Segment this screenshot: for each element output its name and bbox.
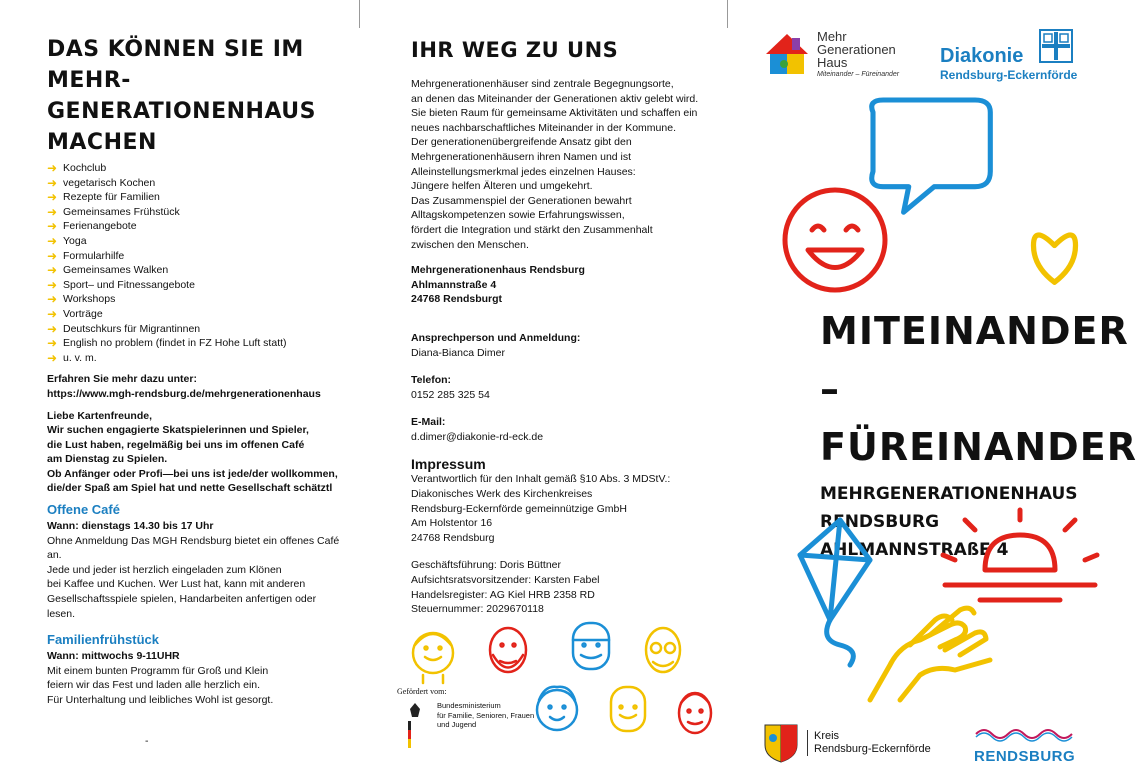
impressum-line: Verantwortlich für den Inhalt gemäß §10 Abs. 3 MDStV.: — [411, 473, 671, 486]
activity-item — [47, 161, 347, 176]
skat-text-line: die/der Spaß am Spiel hat und nette Gesellschaft schätztl — [47, 482, 333, 495]
activity-item — [47, 336, 347, 351]
ministry-line: und Jugend — [437, 720, 477, 729]
diakonie-name: Diakonie — [940, 45, 1024, 67]
mgh-logo-tag: Miteinander – Füreinander — [817, 71, 900, 78]
german-eagle-icon — [405, 701, 425, 749]
impressum-line: Rendsburg-Eckernförde gemeinnützige GmbH — [411, 502, 627, 515]
activity-item — [47, 176, 347, 191]
rendsburg-wave-icon — [974, 726, 1079, 742]
activity-label: Sport– und Fitnessangebote — [63, 278, 195, 291]
mgh-logo — [762, 30, 899, 80]
illustrations-top — [760, 90, 1100, 310]
impressum-text — [411, 472, 721, 545]
face-girl-icon — [413, 633, 453, 683]
cafe-text-line: bei Kaffee und Kuchen. Wer Lust hat, kann mit anderen — [47, 578, 306, 591]
mgh-logo-line: Haus — [817, 55, 848, 70]
activity-label: Vorträge — [63, 307, 103, 320]
company-line: Geschäftsführung: Doris Büttner — [411, 559, 561, 572]
face-glasses-icon — [646, 628, 680, 672]
arrow-icon: ➜ — [47, 161, 58, 175]
fruh-heading: Familienfrühstück — [47, 632, 159, 648]
arrow-icon: ➜ — [47, 190, 58, 205]
kreis-line-1: Kreis — [814, 730, 840, 742]
title-line-2: FÜREINANDER — [820, 425, 1137, 469]
activity-label: u. v. m. — [63, 351, 97, 364]
fold-mark-left — [359, 0, 360, 28]
intro-line: fördert die Integration und stärkt den Zusammenhalt — [411, 223, 653, 236]
activity-item — [47, 322, 347, 337]
intro-line: an denen das Miteinander der Generationen aktiv gelebt wird. — [411, 92, 699, 105]
skat-text — [47, 423, 347, 496]
title-line-1: MITEINANDER – — [820, 309, 1129, 411]
skat-text-line: Wir suchen engagierte Skatspielerinnen und Spieler, — [47, 424, 309, 437]
arrow-icon: ➜ — [47, 321, 58, 336]
intro-line: Alltagskompetenzen sowie Erfahrungswissen, — [411, 209, 625, 222]
diakonie-sub: Rendsburg-Eckernförde — [940, 68, 1078, 82]
activity-label: vegetarisch Kochen — [63, 176, 156, 189]
phone-number[interactable]: 0152 285 325 54 — [411, 388, 490, 401]
intro-line: zwischen den Menschen. — [411, 238, 529, 251]
ministry-text — [437, 701, 534, 730]
activity-label: Kochclub — [63, 162, 107, 174]
face-beard-icon — [490, 628, 526, 672]
activity-label: Ferienangebote — [63, 220, 137, 233]
arrow-icon: ➜ — [47, 336, 58, 351]
face-bob-icon — [611, 687, 645, 731]
skat-text-line: am Dienstag zu Spielen. — [47, 453, 168, 466]
cafe-when: Wann: dienstags 14.30 bis 17 Uhr — [47, 520, 214, 533]
activity-item — [47, 190, 347, 205]
contact-name: Diana-Bianca Dimer — [411, 346, 505, 359]
subtitle-line-1: MEHRGENERATIONENHAUS — [820, 484, 1078, 504]
diakonie-cross-icon — [1039, 29, 1073, 63]
mgh-logo-line: Generationen — [817, 42, 896, 57]
fruh-when: Wann: mittwochs 9-11UHR — [47, 650, 180, 663]
intro-line: Alleinstellungsmerkmal jedes einzelnen Hauses: — [411, 165, 636, 178]
activity-item — [47, 307, 347, 322]
activity-item — [47, 219, 347, 234]
activity-item — [47, 205, 347, 220]
fruh-text — [47, 664, 347, 708]
sun-icon — [943, 510, 1097, 600]
arrow-icon: ➜ — [47, 233, 58, 248]
speech-bubble-icon — [872, 100, 991, 212]
arrow-icon: ➜ — [47, 204, 58, 219]
company-text — [411, 558, 721, 616]
illustrations-bottom — [760, 515, 1100, 705]
activity-item — [47, 263, 347, 278]
cafe-text-line: Jede und jeder ist herzlich eingeladen zum Klönen — [47, 563, 282, 576]
activity-item — [47, 234, 347, 249]
middle-panel — [411, 38, 721, 617]
activity-label: English no problem (findet in FZ Hohe Luft statt) — [63, 337, 287, 350]
middle-heading: IHR WEG ZU UNS — [411, 38, 619, 62]
activity-item — [47, 278, 347, 293]
more-url[interactable]: https://www.mgh-rendsburg.de/mehrgenerationenhaus — [47, 387, 321, 400]
face-man-icon — [679, 693, 711, 733]
intro-text — [411, 77, 721, 252]
intro-line: Der generationenübergreifende Ansatz gibt den — [411, 136, 632, 149]
intro-line: Mehrgenerationenhäuser sind zentrale Begegnungsorte, — [411, 78, 674, 90]
kreis-coat-of-arms-icon — [763, 723, 799, 763]
intro-line: Sie bieten Raum für gemeinsame Aktivitäten und schaffen ein — [411, 107, 698, 120]
activity-label: Workshops — [63, 293, 116, 306]
skat-text-line: Ob Anfänger oder Profi—bei uns ist jede/der wollkommen, — [47, 467, 338, 480]
intro-line: Mehrgenerationenhäusern ihren Namen und ist — [411, 150, 632, 163]
cafe-text-line: Gesellschaftsspiele spielen, Handarbeiten anfertigen oder lesen. — [47, 593, 317, 620]
cafe-text — [47, 534, 347, 622]
activity-label: Formularhilfe — [63, 249, 125, 262]
rendsburg-wordmark: RENDSBURG — [974, 748, 1076, 765]
face-woman-icon — [573, 623, 609, 669]
funded-by: Gefördert vom: — [397, 687, 447, 696]
more-label: Erfahren Sie mehr dazu unter: — [47, 373, 197, 386]
subtitle-line-3: AHLMANNSTRAßE 4 — [820, 540, 1009, 560]
company-line: Aufsichtsratsvorsitzender: Karsten Fabel — [411, 574, 600, 587]
arrow-icon: ➜ — [47, 306, 58, 321]
ministry-line: Bundesministerium — [437, 701, 501, 710]
intro-line: neues nachbarschaftliches Miteinander in der Kommune. — [411, 121, 676, 134]
left-heading: DAS KÖNNEN SIE IM MEHR-GENERATIONENHAUS MACHEN — [47, 37, 317, 155]
kreis-logo — [763, 723, 931, 763]
skat-text-line: die Lust haben, regelmäßig bei uns im offenen Café — [47, 438, 305, 451]
arrow-icon: ➜ — [47, 219, 58, 234]
fruh-text-line: Mit einem bunten Programm für Groß und Klein — [47, 664, 269, 677]
arrow-icon: ➜ — [47, 175, 58, 190]
impressum-line: Diakonisches Werk des Kirchenkreises — [411, 488, 593, 501]
activity-label: Rezepte für Familien — [63, 191, 160, 204]
subtitle-line-2: RENDSBURG — [820, 512, 940, 532]
activity-label: Yoga — [63, 234, 87, 247]
skat-title: Liebe Kartenfreunde, — [47, 409, 153, 422]
hands-icon — [870, 608, 990, 700]
face-curly-icon — [537, 687, 577, 730]
fruh-text-line: feiern wir das Fest und laden alle herzlich ein. — [47, 679, 261, 692]
cafe-text-line: Ohne Anmeldung Das MGH Rendsburg bietet ein offenes Café an. — [47, 534, 340, 562]
mgh-logo-line: Mehr — [817, 29, 847, 44]
impressum-line: Am Holstentor 16 — [411, 517, 493, 530]
email-label: E-Mail: — [411, 416, 446, 429]
ministry-line: für Familie, Senioren, Frauen — [437, 710, 535, 720]
impressum-heading: Impressum — [411, 456, 486, 473]
kite-icon — [800, 520, 870, 665]
house-puzzle-icon — [762, 30, 812, 80]
phone-label: Telefon: — [411, 374, 452, 387]
arrow-icon: ➜ — [47, 277, 58, 292]
company-line: Steuernummer: 2029670118 — [411, 603, 544, 616]
address-block — [411, 263, 721, 307]
cafe-heading: Offene Café — [47, 502, 120, 518]
fruh-text-line: Für Unterhaltung und leibliches Wohl ist gesorgt. — [47, 694, 274, 706]
dash: - — [145, 734, 149, 747]
heart-icon — [1034, 235, 1076, 282]
intro-line: Jüngere helfen Älteren und umgekehrt. — [411, 180, 593, 193]
activity-label: Gemeinsames Frühstück — [63, 205, 180, 218]
impressum-line: 24768 Rendsburg — [411, 531, 495, 544]
arrow-icon: ➜ — [47, 248, 58, 263]
intro-line: Das Zusammenspiel der Generationen bewahrt — [411, 194, 632, 207]
fold-mark-right — [727, 0, 728, 28]
rendsburg-logo — [974, 726, 1079, 765]
address-line: 24768 Rendsburgt — [411, 293, 503, 306]
activity-item — [47, 351, 347, 366]
arrow-icon: ➜ — [47, 263, 58, 278]
email-address[interactable]: d.dimer@diakonie-rd-eck.de — [411, 430, 544, 443]
address-line: Mehrgenerationenhaus Rendsburg — [411, 264, 585, 277]
activity-list — [47, 161, 347, 365]
contact-label: Ansprechperson und Anmeldung: — [411, 331, 581, 344]
address-line: Ahlmannstraße 4 — [411, 278, 497, 291]
arrow-icon: ➜ — [47, 350, 58, 365]
kreis-line-2: Rendsburg-Eckernförde — [814, 743, 931, 755]
activity-label: Gemeinsames Walken — [63, 264, 169, 277]
smiley-icon — [785, 190, 885, 290]
company-line: Handelsregister: AG Kiel HRB 2358 RD — [411, 588, 595, 601]
left-panel — [47, 34, 347, 748]
bmfsfj-logo — [405, 701, 534, 749]
mgh-logo-text — [817, 30, 899, 69]
activity-item — [47, 249, 347, 264]
arrow-icon: ➜ — [47, 292, 58, 307]
activity-label: Deutschkurs für Migrantinnen — [63, 322, 201, 335]
activity-item — [47, 292, 347, 307]
